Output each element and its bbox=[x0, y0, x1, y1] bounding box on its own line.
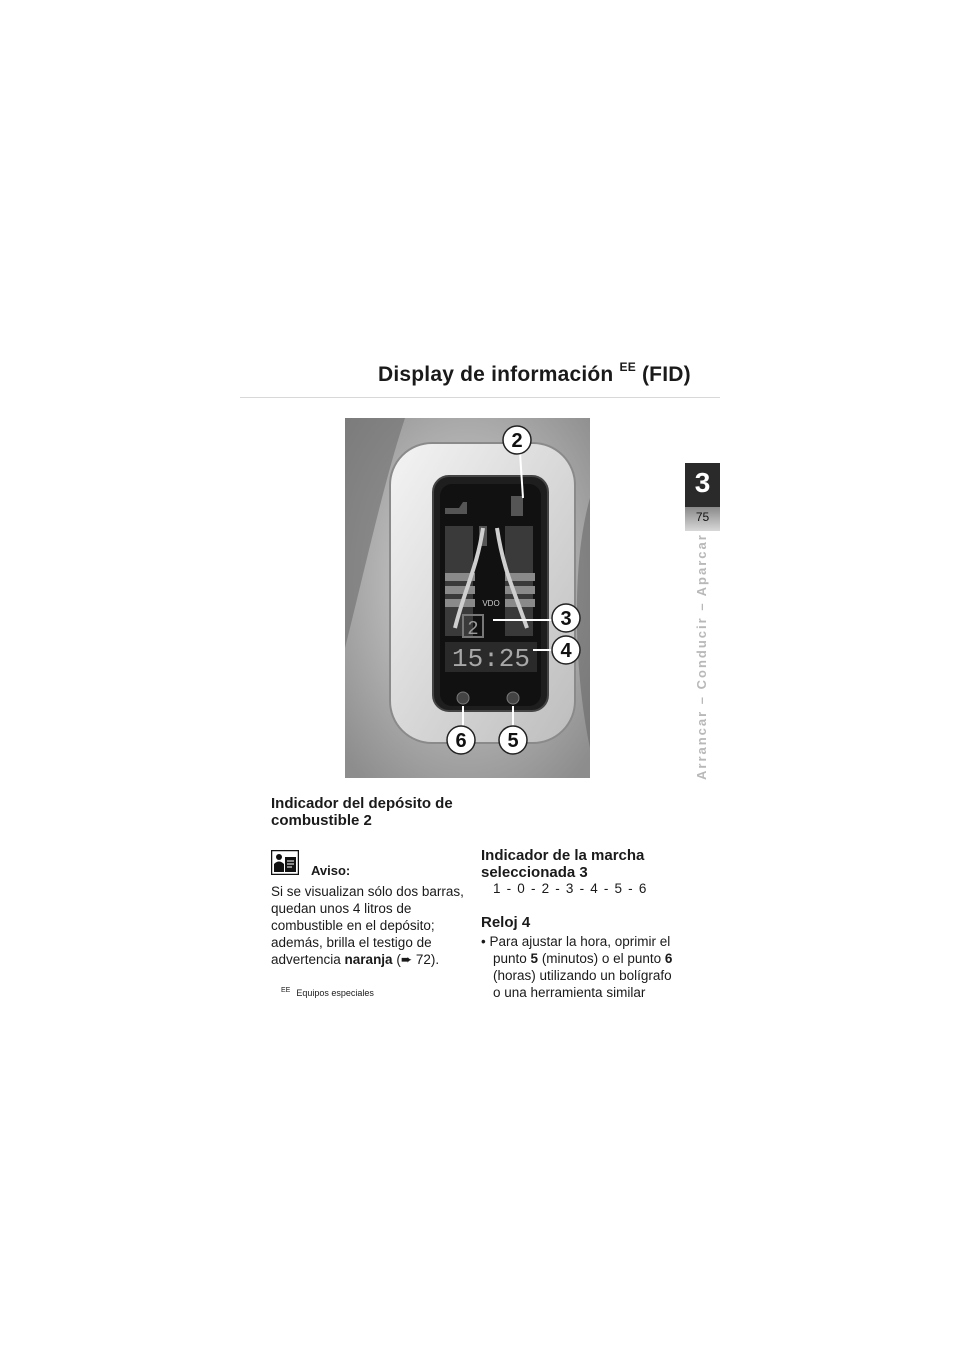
gear-readout: 2 bbox=[467, 618, 479, 640]
notice-label: Aviso: bbox=[311, 863, 351, 878]
clock-line-1: • Para ajustar la hora, oprimir el bbox=[481, 934, 671, 949]
page-number: 75 bbox=[695, 510, 710, 524]
chapter-tab bbox=[685, 463, 720, 531]
clock-ref-6: 6 bbox=[664, 951, 673, 966]
callout-5: 5 bbox=[507, 730, 519, 752]
clock-line-2-b: (minutos) o el punto bbox=[538, 951, 665, 966]
callout-2: 2 bbox=[511, 430, 523, 452]
chapter-number: 3 bbox=[694, 467, 711, 498]
page-title bbox=[378, 362, 691, 387]
notice-text-part-2: (➨ 72). bbox=[392, 952, 440, 967]
hour-button bbox=[457, 692, 469, 704]
clock-instructions bbox=[481, 933, 685, 1001]
clock-line-4: o una herramienta similar bbox=[493, 985, 646, 1000]
notice-icon bbox=[271, 850, 299, 875]
clock-line-2 bbox=[481, 950, 685, 967]
notice-text bbox=[271, 883, 471, 968]
minute-button bbox=[507, 692, 519, 704]
fuel-pump-icon bbox=[511, 496, 523, 516]
section-title-vertical: Arrancar – Conducir – Aparcar bbox=[694, 533, 709, 780]
callout-6: 6 bbox=[455, 730, 467, 752]
callout-4: 4 bbox=[560, 640, 572, 662]
fuel-heading: Indicador del depósito de combustible 2 bbox=[271, 795, 453, 829]
clock-line-2-a: punto bbox=[493, 951, 531, 966]
notice-text-bold: naranja bbox=[344, 952, 393, 967]
footnote bbox=[281, 987, 374, 998]
footnote-mark: EE bbox=[281, 987, 291, 994]
clock-ref-5: 5 bbox=[530, 951, 539, 966]
callout-3: 3 bbox=[560, 608, 572, 630]
notice-text-part-1: Si se visualizan sólo dos barras, quedan unos 4 litros de combustible en el depósito; además, brilla el testigo de advertencia bbox=[271, 884, 464, 967]
gear-sequence: 1 - 0 - 2 - 3 - 4 - 5 - 6 bbox=[493, 881, 648, 896]
title-text: Display de información bbox=[378, 363, 614, 386]
title-suffix: (FID) bbox=[641, 363, 691, 386]
clock-heading: Reloj 4 bbox=[481, 914, 531, 931]
title-superscript: EE bbox=[619, 360, 636, 374]
gear-heading: Indicador de la marcha seleccionada 3 bbox=[481, 847, 645, 881]
vdo-logo: VDO bbox=[482, 599, 500, 608]
footnote-text: Equipos especiales bbox=[296, 988, 374, 998]
clock-readout: 15:25 bbox=[451, 644, 531, 674]
fid-display-photo bbox=[345, 418, 590, 778]
clock-line-3: (horas) utilizando un bolígrafo bbox=[493, 968, 672, 983]
header-divider bbox=[240, 397, 720, 398]
